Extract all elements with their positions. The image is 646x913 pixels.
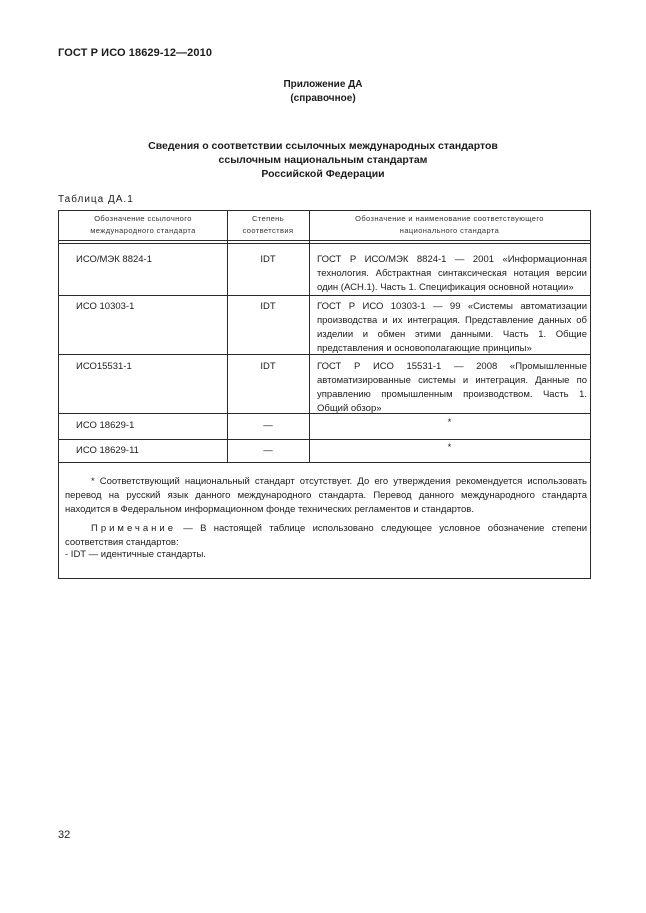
table-row-3-degree: IDT (260, 361, 276, 372)
note-label: Примечание (91, 523, 176, 534)
column-divider (227, 439, 228, 462)
document-code: ГОСТ Р ИСО 18629-12—2010 (58, 47, 213, 59)
table-note (65, 522, 587, 550)
table-row-1-intl: ИСО/МЭК 8824-1 (76, 254, 153, 265)
column-header-intl: Обозначение ссылочного международного стандарта (90, 214, 196, 235)
column-divider (309, 439, 310, 462)
table-row-4-degree: — (263, 420, 273, 431)
table-row-5-intl: ИСО 18629-11 (76, 445, 139, 456)
table-row-1-degree: IDT (260, 254, 276, 265)
row-rule (59, 462, 590, 463)
column-header-degree: Степень соответствия (242, 214, 294, 235)
correspondence-table (58, 210, 591, 579)
table-row-1-national: ГОСТ Р ИСО/МЭК 8824-1 — 2001 «Информационная технология. Абстрактная синтаксическая нотация версии один (АСН.1). Часть 1. Спецификация основной нотации» (317, 254, 587, 293)
table-note-item: - IDT — идентичные стандарты. (65, 549, 206, 560)
header-rule (59, 240, 590, 241)
column-divider (309, 211, 310, 439)
note-text: — В настоящей таблице использовано следующее условное обозначение степени соответствия стандартов: (65, 523, 587, 548)
table-row-2-national: ГОСТ Р ИСО 10303-1 — 99 «Системы автоматизации производства и их интеграция. Представление данных об изделии и обмен этими данными. Часть 1. Общие представления и основополагающие принципы» (317, 301, 587, 354)
page-number: 32 (58, 829, 71, 841)
appendix-title: Приложение ДА (283, 79, 363, 90)
table-footnote: * Соответствующий национальный стандарт отсутствует. До его утверждения рекомендуется использовать перевод на русский язык данного международного стандарта. Перевод данного международного стандарта находится в Федеральном информационном фонде технических регламентов и стандартов. (65, 476, 587, 515)
table-row-5-degree: — (263, 445, 273, 456)
column-divider (227, 211, 228, 439)
table-label: Таблица ДА.1 (58, 194, 134, 205)
section-heading-line-1: Сведения о соответствии ссылочных международных стандартов (148, 140, 498, 152)
table-row-2-intl: ИСО 10303-1 (76, 301, 135, 312)
column-header-national: Обозначение и наименование соответствующего национального стандарта (355, 214, 544, 235)
appendix-subtitle: (справочное) (290, 93, 356, 104)
header-rule-double (59, 243, 590, 244)
table-row-3-intl: ИСО15531-1 (76, 361, 132, 372)
row-rule (59, 295, 590, 296)
table-row-3-national: ГОСТ Р ИСО 15531-1 — 2008 «Промышленные автоматизированные системы и интеграция. Данные по управлению промышленным производством. Часть 1. Общий обзор» (317, 361, 587, 414)
table-row-5-national: * (447, 442, 452, 453)
section-heading-line-2: ссылочным национальным стандартам (218, 154, 428, 166)
table-row-4-intl: ИСО 18629-1 (76, 420, 135, 431)
section-heading-line-3: Российской Федерации (261, 168, 385, 180)
row-rule (59, 439, 590, 440)
table-row-2-degree: IDT (260, 301, 276, 312)
table-row-4-national: * (447, 417, 452, 428)
